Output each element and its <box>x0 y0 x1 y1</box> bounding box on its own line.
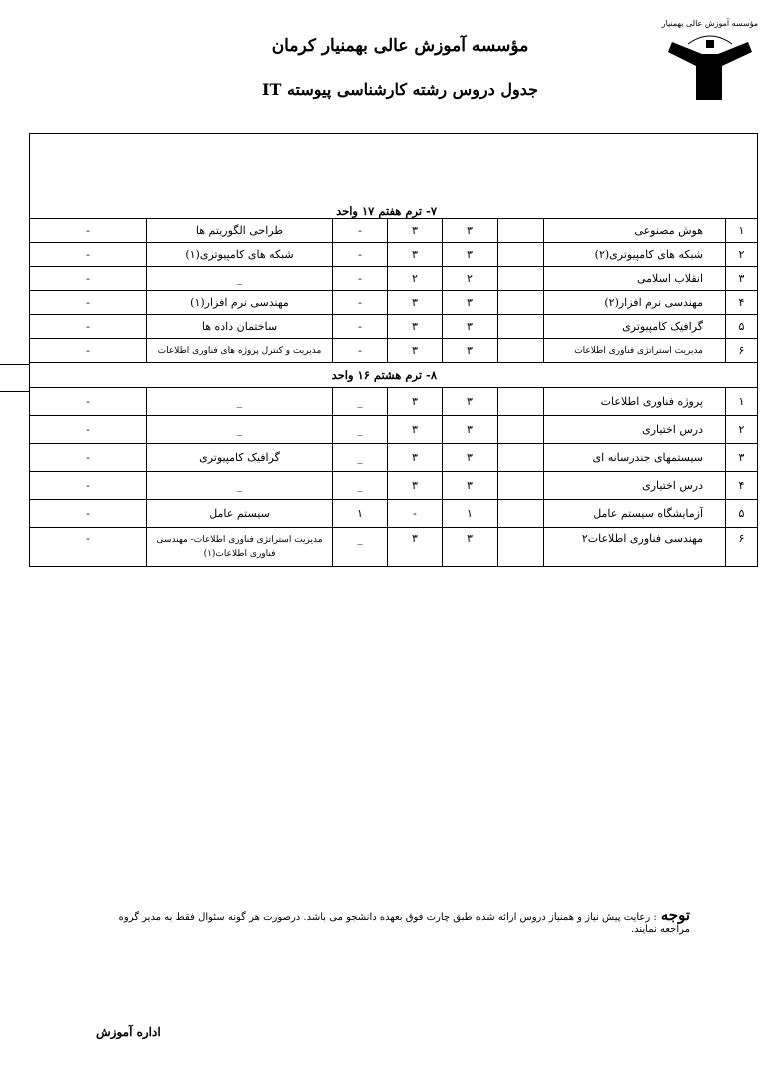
divider-line <box>0 391 30 392</box>
semester-title: ۷- ترم هفتم ۱۷ واحد <box>30 204 758 219</box>
divider-line <box>0 364 30 365</box>
semester-header-row <box>30 363 758 388</box>
table-row: ۳ سیستمهای جندرسانه ای ۳ ۳ _ گرافیک کامپیوتری - <box>30 444 758 472</box>
table-row: ۲ شبکه های کامپیوتری(۲) ۳ ۳ - شبکه های کامپیوتری(۱) - <box>30 243 758 267</box>
table-row: ۴ درس اختیاری ۳ ۳ _ _ - <box>30 472 758 500</box>
institute-title: مؤسسه آموزش عالی بهمنیار کرمان <box>271 36 529 56</box>
note-label: توجه <box>660 906 690 924</box>
semester-header-row <box>30 204 758 219</box>
table-row: ۳ انقلاب اسلامی ۲ ۲ - _ - <box>30 267 758 291</box>
table-row: ۲ درس اختیاری ۳ ۳ _ _ - <box>30 416 758 444</box>
table-row: ۵ آزمایشگاه سیستم عامل ۱ - ۱ سیستم عامل - <box>30 500 758 528</box>
table-row: ۱ پروژه فناوری اطلاعات ۳ ۳ _ _ - <box>30 388 758 416</box>
page-subtitle: جدول دروس رشته کارشناسی پیوسته IT <box>262 80 538 99</box>
table-row: ۱ هوش مصنوعی ۳ ۳ - طراحی الگوریتم ها - <box>30 219 758 243</box>
svg-text:مؤسسه آموزش عالی بهمنیار: مؤسسه آموزش عالی بهمنیار <box>661 19 759 28</box>
semester-title: ۸- ترم هشتم ۱۶ واحد <box>30 363 758 388</box>
table-row: ۶ مدیریت استراتژی فناوری اطلاعات ۳ ۳ - مدیریت و کنترل پروژه های فناوری اطلاعات - <box>30 339 758 363</box>
office-signature: اداره آموزش <box>96 1025 161 1039</box>
table-row: ۶ مهندسی فناوری اطلاعات۲ ۳ ۳ _ مدیریت استراتژی فناوری اطلاعات- مهندسی فناوری اطلاعات(۱) - <box>30 528 758 567</box>
note-text: : رعایت پیش نیاز و همنیاز دروس ارائه شده طبق چارت فوق بعهده دانشجو می باشد. درصورت هر گونه سئوال فقط به مدیر گروه مراجعه نمایند. <box>118 912 690 935</box>
table-blank-row <box>30 134 758 205</box>
footer-note <box>90 906 690 935</box>
courses-table <box>29 133 758 567</box>
table-row: ۴ مهندسی نرم افزار(۲) ۳ ۳ - مهندسی نرم افزار(۱) - <box>30 291 758 315</box>
table-row: ۵ گرافیک کامپیوتری ۳ ۳ - ساختمان داده ها - <box>30 315 758 339</box>
institute-logo <box>660 14 760 104</box>
